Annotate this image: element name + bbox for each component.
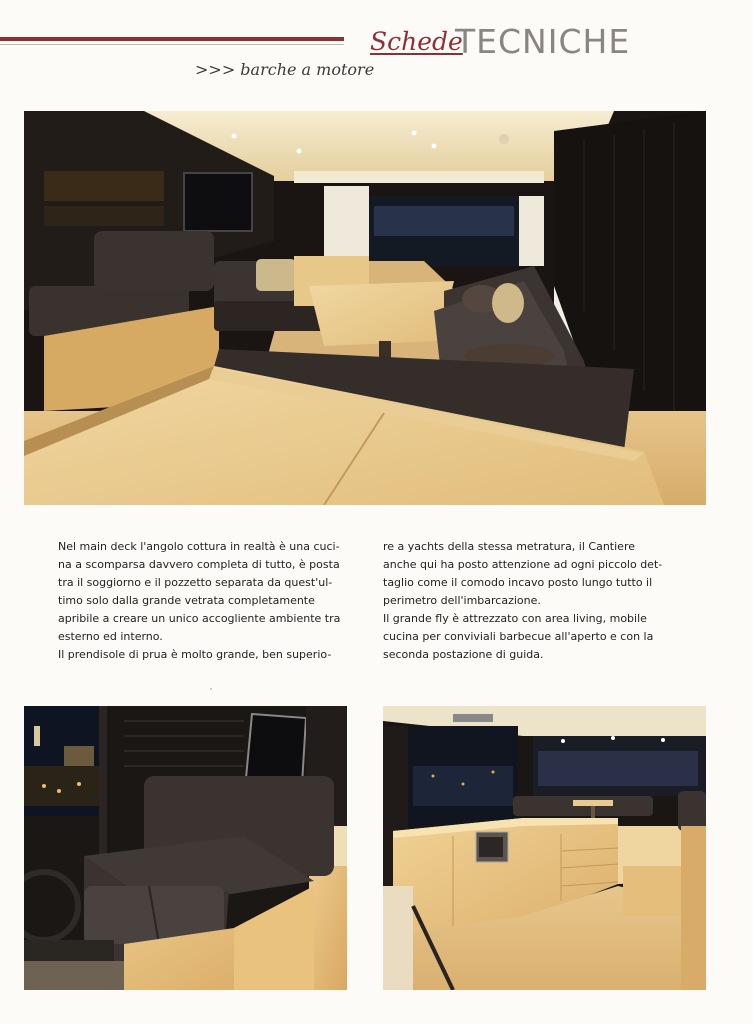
article-column-1 [58,538,347,664]
article-line: Il grande fly è attrezzato con area living, mobile [383,612,647,625]
article-column-2 [383,538,672,664]
article-line: esterno ed interno. [58,630,163,643]
article-line: perimetro dell'imbarcazione. [383,594,541,607]
article-line: anche qui ha posto attenzione ad ogni piccolo det- [383,558,663,571]
article-line: Il prendisole di prua è molto grande, ben superio- [58,648,332,661]
header-rule-red [0,37,344,41]
header-rule-grey [0,44,344,45]
article-line: seconda postazione di guida. [383,648,544,661]
main-deck-salon-photo [24,111,706,505]
article-line: apribile a creare un unico accogliente ambiente tra [58,612,341,625]
brand-script: Schede [370,27,463,56]
article-line: Nel main deck l'angolo cottura in realtà è una cuci- [58,540,340,553]
article-line: tra il soggiorno e il pozzetto separata da quest'ul- [58,576,333,589]
galley-photo [383,706,706,990]
article-line: cucina per conviviali barbecue all'aperto e con la [383,630,654,643]
article-line: timo solo dalla grande vetrata completamente [58,594,315,607]
section-subtitle: >>> barche a motore [195,60,375,79]
brand-title: TECNICHE [455,22,631,61]
print-speck [210,688,212,690]
helm-seat-photo [24,706,347,990]
article-line: taglio come il comodo incavo posto lungo tutto il [383,576,653,589]
article-line: re a yachts della stessa metratura, il Cantiere [383,540,635,553]
article-line: na a scomparsa davvero completa di tutto, è posta [58,558,340,571]
